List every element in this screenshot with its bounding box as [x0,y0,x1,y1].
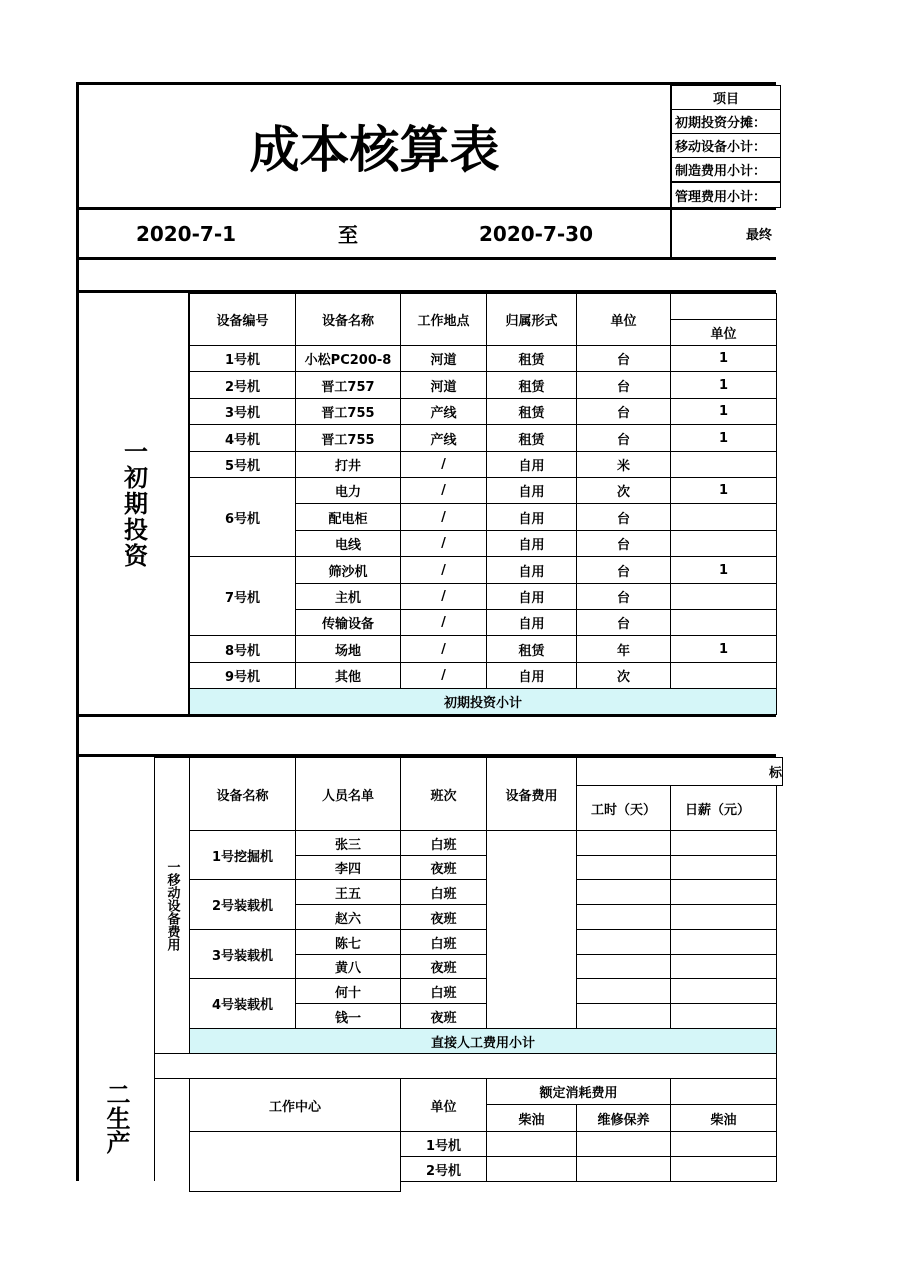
shift: 夜班 [400,855,487,880]
section2-spacer [154,1053,777,1079]
equipment-id: 5号机 [189,451,296,478]
section1-cell: 1 [670,477,777,504]
section1-cell: 打井 [295,451,401,478]
section1-cell: / [400,530,487,557]
section1-cell: 晋工755 [295,398,401,425]
operator-name: 钱一 [295,1003,401,1029]
equipment-id: 1号机 [189,345,296,372]
section1-cell: / [400,451,487,478]
section1-cell: / [400,662,487,689]
daily-wage-cell [670,855,777,880]
section1-cell [670,609,777,636]
section1-cell: 自用 [486,583,577,610]
section1-cell: 产线 [400,424,487,452]
std-sub-header: 日薪（元） [670,785,777,831]
section1-sub-header: 单位 [670,319,777,346]
section1-cell [670,503,777,531]
extra-sub: 柴油 [670,1104,777,1132]
section1-cell: 自用 [486,530,577,557]
section1-cell: 1 [670,556,777,584]
section1-cell: 场地 [295,635,401,663]
shift: 白班 [400,879,487,905]
section1-header-blank [670,293,777,320]
work-hours-cell [576,954,671,979]
date-to-word: 至 [338,223,358,247]
wc-cell [486,1131,577,1157]
shift: 白班 [400,929,487,955]
work-hours-cell [576,929,671,955]
daily-wage-cell [670,978,777,1004]
section1-cell [670,583,777,610]
work-hours-cell [576,830,671,856]
section1-cell: 台 [576,609,671,636]
section2-header: 人员名单 [295,757,401,831]
summary-row: 管理费用小计： [671,182,781,208]
section1-cell: 租赁 [486,345,577,372]
section1-cell: 电力 [295,477,401,504]
std-header: 标 [576,757,783,786]
section1-header: 工作地点 [400,293,487,346]
unit-header: 单位 [400,1078,487,1132]
shift: 夜班 [400,1003,487,1029]
sheet-title: 成本核算表 [249,121,500,179]
work-hours-cell [576,855,671,880]
operator-name: 黄八 [295,954,401,979]
section2-label: 二生产 [102,1082,130,1154]
section1-cell: 租赁 [486,398,577,425]
work-center-row: 2号机 [400,1156,487,1182]
cost-sheet [76,82,782,1181]
section1-cell [670,530,777,557]
section2-header: 设备名称 [189,757,296,831]
section1-cell: 配电柜 [295,503,401,531]
section1-cell: 筛沙机 [295,556,401,584]
work-center-header: 工作中心 [189,1078,401,1132]
date-from: 2020-7-1 [135,221,237,246]
machine-name: 3号装载机 [189,929,296,979]
section1-cell: 租赁 [486,424,577,452]
section1-cell: / [400,609,487,636]
section1-cell: 台 [576,424,671,452]
summary-row: 移动设备小计： [671,133,781,158]
section1-cell: 其他 [295,662,401,689]
shift: 白班 [400,830,487,856]
std-sub-header: 工时（天） [576,785,671,831]
section1-cell [670,662,777,689]
wc-cell [670,1156,777,1182]
section1-cell: 台 [576,398,671,425]
section1-cell: 台 [576,530,671,557]
section1-cell: / [400,556,487,584]
wc-cell [670,1131,777,1157]
operator-name: 陈七 [295,929,401,955]
equipment-id: 7号机 [189,556,296,636]
section1-cell: 河道 [400,345,487,372]
section1-cell: 年 [576,635,671,663]
quota-header: 额定消耗费用 [486,1078,671,1105]
operator-name: 王五 [295,879,401,905]
work-hours-cell [576,978,671,1004]
section1-cell: 自用 [486,662,577,689]
section1-cell: 晋工757 [295,371,401,399]
section1-cell [670,451,777,478]
quota-sub: 维修保养 [576,1104,671,1132]
section1-cell: 主机 [295,583,401,610]
quota-sub: 柴油 [486,1104,577,1132]
section1-cell: 河道 [400,371,487,399]
section1-subtotal: 初期投资小计 [189,688,777,715]
section1-cell: / [400,583,487,610]
section1-cell: 电线 [295,530,401,557]
equipment-id: 8号机 [189,635,296,663]
section1-header: 归属形式 [486,293,577,346]
date-to: 2020-7-30 [478,221,593,246]
section2-header: 设备费用 [486,757,577,831]
equipment-id: 4号机 [189,424,296,452]
work-center-row: 1号机 [400,1131,487,1157]
section1-cell: 1 [670,345,777,372]
section1-cell: 晋工755 [295,424,401,452]
extra-blank [670,1078,777,1105]
summary-row: 初期投资分摊： [671,109,781,134]
equipment-id: 2号机 [189,371,296,399]
machine-name: 1号挖掘机 [189,830,296,880]
daily-wage-cell [670,830,777,856]
equipment-id: 9号机 [189,662,296,689]
section1-cell: 自用 [486,503,577,531]
section1-cell: 自用 [486,556,577,584]
section1-cell: / [400,477,487,504]
wc-cell [576,1131,671,1157]
wc-cell [576,1156,671,1182]
section1-cell: 台 [576,371,671,399]
daily-wage-cell [670,954,777,979]
operator-name: 赵六 [295,904,401,930]
work-hours-cell [576,879,671,905]
shift: 夜班 [400,954,487,979]
section1-cell: 自用 [486,609,577,636]
section1-cell: 台 [576,556,671,584]
section1-cell: 次 [576,662,671,689]
shift: 白班 [400,978,487,1004]
equipment-id: 3号机 [189,398,296,425]
section1-cell: 小松PC200-8 [295,345,401,372]
section1-cell: 台 [576,503,671,531]
section1-cell: 台 [576,583,671,610]
mobile-equipment-label: 一移动设备费用 [154,757,190,1054]
section2-header: 班次 [400,757,487,831]
daily-wage-cell [670,1003,777,1029]
daily-wage-cell [670,904,777,930]
final-label: 最终 [746,228,773,243]
machine-name: 2号装载机 [189,879,296,930]
section1-cell: 1 [670,635,777,663]
section1-header: 设备编号 [189,293,296,346]
section1-header: 设备名称 [295,293,401,346]
section1-cell: 1 [670,398,777,425]
section1-cell: 1 [670,371,777,399]
section1-cell: 米 [576,451,671,478]
summary-row: 制造费用小计： [671,157,781,182]
section1-cell: 租赁 [486,635,577,663]
section1-cell: 自用 [486,451,577,478]
section1-cell: 租赁 [486,371,577,399]
section1-header: 单位 [576,293,671,346]
work-center-cell [189,1131,401,1192]
equipment-fee-cell [486,830,577,1029]
section1-cell: 次 [576,477,671,504]
daily-wage-cell [670,929,777,955]
section1-cell: 台 [576,345,671,372]
shift: 夜班 [400,904,487,930]
operator-name: 李四 [295,855,401,880]
wc-cell [486,1156,577,1182]
section1-cell: / [400,503,487,531]
section1-cell: 产线 [400,398,487,425]
labor-subtotal: 直接人工费用小计 [189,1028,777,1054]
daily-wage-cell [670,879,777,905]
work-hours-cell [576,904,671,930]
section1-cell: 1 [670,424,777,452]
operator-name: 何十 [295,978,401,1004]
equipment-id: 6号机 [189,477,296,557]
summary-header: 项目 [671,85,781,110]
operator-name: 张三 [295,830,401,856]
section1-cell: 自用 [486,477,577,504]
section1-label: 一初期投资 [119,438,148,569]
machine-name: 4号装载机 [189,978,296,1029]
section1-cell: / [400,635,487,663]
work-hours-cell [576,1003,671,1029]
section1-cell: 传输设备 [295,609,401,636]
